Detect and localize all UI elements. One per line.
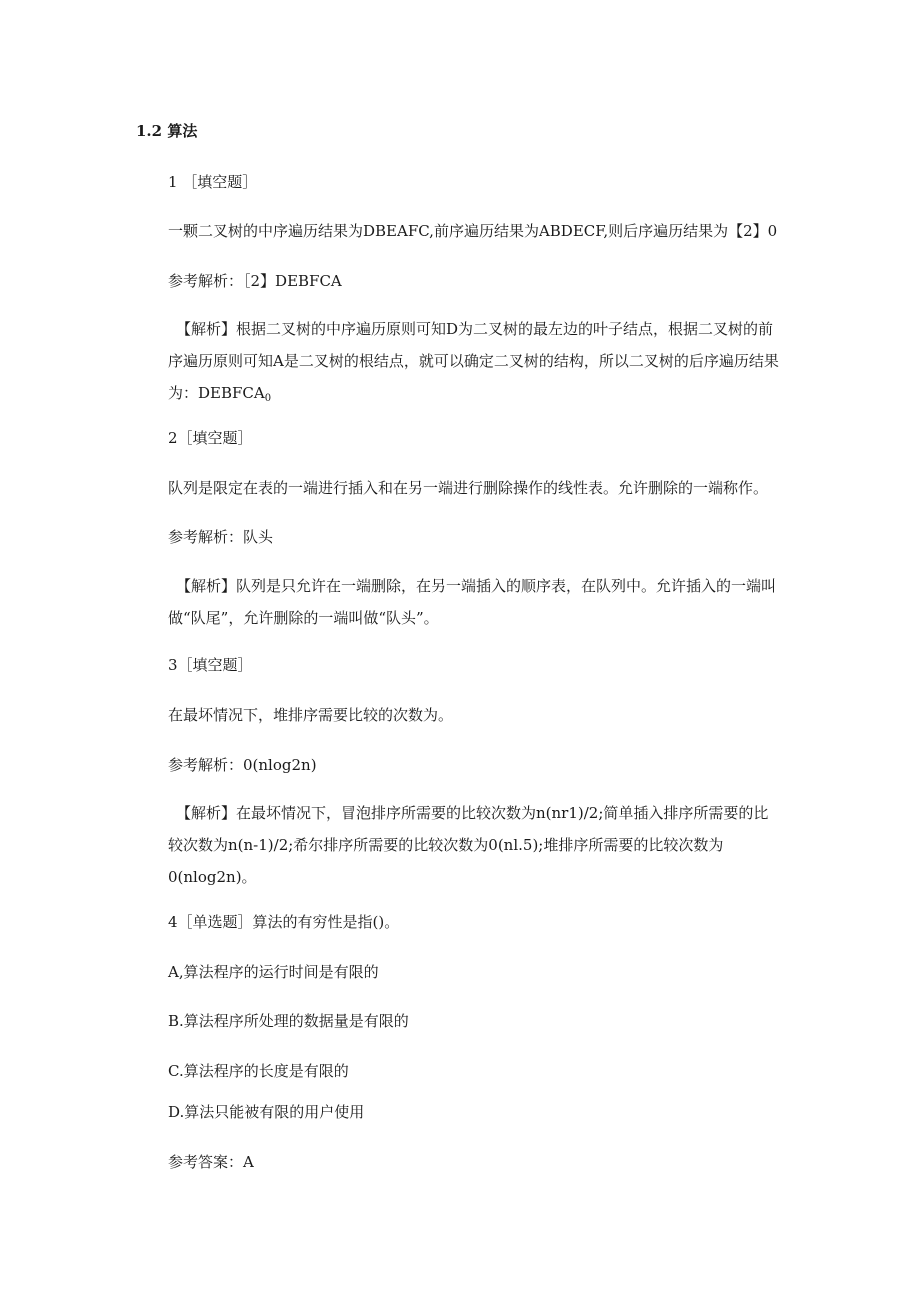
question-1-text: 一颗二叉树的中序遍历结果为DBEAFC,前序遍历结果为ABDECF,则后序遍历结果为【2】0 — [168, 222, 778, 240]
question-4-option-a: A,算法程序的运行时间是有限的 — [168, 963, 379, 981]
question-4-option-c: C.算法程序的长度是有限的 — [168, 1062, 349, 1080]
question-3-header: 3［填空题］ — [168, 656, 253, 674]
question-3-analysis: 【解析】在最坏情况下，冒泡排序所需要的比较次数为n(nr1)/2;简单插入排序所需要的比较次数为n(n-1)/2;希尔排序所需要的比较次数为0(nl.5);堆排序所需要的比较次数为0(nlog2n)。 — [168, 804, 769, 886]
question-4-header: 4［单选题］算法的有穷性是指()。 — [168, 913, 400, 931]
section-number: 1.2 — [136, 122, 163, 140]
question-1-analysis-text: 【解析】根据二叉树的中序遍历原则可知D为二叉树的最左边的叶子结点，根据二叉树的前序遍历原则可知A是二叉树的根结点，就可以确定二叉树的结构，所以二叉树的后序遍历结果为：DEBFCA — [168, 320, 779, 402]
question-1-analysis — [168, 313, 780, 415]
question-3-reference: 参考解析：0(nlog2n) — [168, 756, 317, 774]
question-1-header: 1 ［填空题］ — [168, 173, 258, 191]
question-1-reference: 参考解析：［2】DEBFCA — [168, 272, 342, 290]
question-4-option-b: B.算法程序所处理的数据量是有限的 — [168, 1012, 409, 1030]
section-heading — [136, 121, 197, 141]
question-3-text: 在最坏情况下，堆排序需要比较的次数为。 — [168, 706, 454, 724]
question-2-text: 队列是限定在表的一端进行插入和在另一端进行删除操作的线性表。允许删除的一端称作。 — [168, 479, 769, 497]
question-2-analysis: 【解析】队列是只允许在一端删除，在另一端插入的顺序表，在队列中。允许插入的一端叫做“队尾”，允许删除的一端叫做“队头”。 — [168, 577, 777, 627]
question-4-answer: 参考答案：A — [168, 1153, 254, 1171]
question-1-analysis-subscript: 0 — [264, 393, 272, 404]
question-2-header: 2［填空题］ — [168, 429, 253, 447]
question-4-option-d: D.算法只能被有限的用户使用 — [168, 1103, 365, 1121]
section-title: 算法 — [167, 122, 198, 140]
question-2-reference: 参考解析：队头 — [168, 528, 274, 546]
